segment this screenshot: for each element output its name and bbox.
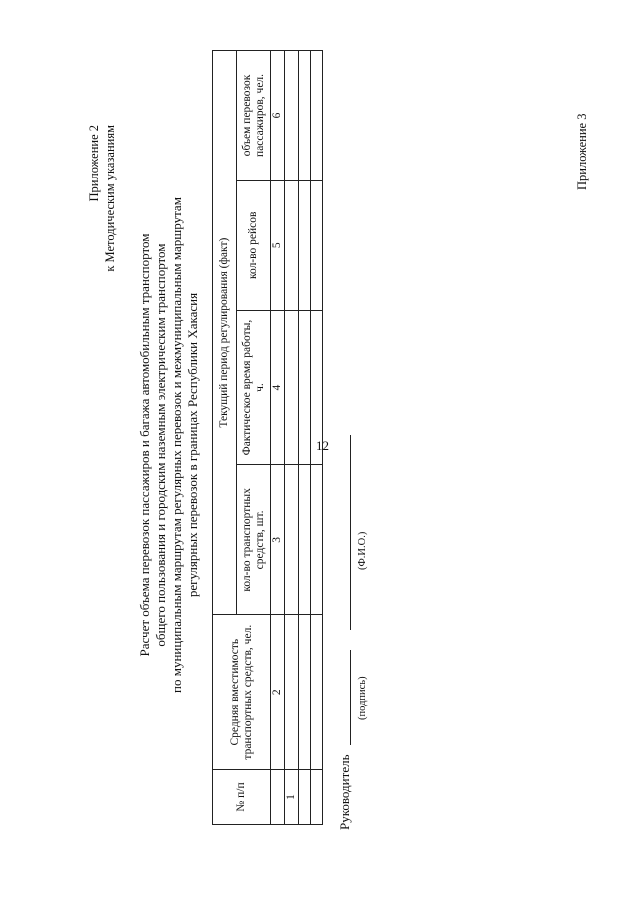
index-cell: 4 <box>271 310 285 465</box>
table-cell <box>299 180 311 310</box>
table-cell <box>285 615 299 770</box>
header-volume: объем перевозок пассажиров, чел. <box>237 51 271 181</box>
title-line-3: по муниципальным маршрутам регулярных перевозок и межмуниципальным маршрутам <box>169 197 184 693</box>
table-cell <box>311 465 323 615</box>
header-work-hours: Фактическое время работы, ч. <box>237 310 271 465</box>
signature-label: Руководитель <box>337 754 352 830</box>
table-row <box>285 51 299 825</box>
table-row <box>311 51 323 825</box>
header-trips: кол-во рейсов <box>237 180 271 310</box>
appendix-2-label: Приложение 2 <box>87 125 101 202</box>
index-cell: 2 <box>271 615 285 770</box>
header-number: № п/п <box>213 770 271 825</box>
title-line-4: регулярных перевозок в границах Республики Хакасия <box>185 292 200 598</box>
row-number-cell: 1 <box>285 770 299 825</box>
table-cell <box>285 51 299 181</box>
appendix-2-sublabel: к Методическим указаниям <box>103 125 117 272</box>
header-vehicles: кол-во транспортных средств, шт. <box>237 465 271 615</box>
page-number: 12 <box>316 438 329 453</box>
table-cell <box>299 310 311 465</box>
table-cell <box>311 180 323 310</box>
table-cell <box>311 310 323 465</box>
index-cell: 3 <box>271 465 285 615</box>
table-cell <box>311 51 323 181</box>
table-cell <box>285 310 299 465</box>
index-cell <box>271 770 285 825</box>
index-cell: 5 <box>271 180 285 310</box>
table-cell <box>311 615 323 770</box>
title-line-2: общего пользования и городским наземным электрическим транспортом <box>153 243 168 647</box>
name-caption: (Ф.И.О.) <box>357 531 368 570</box>
table-cell <box>311 770 323 825</box>
data-table <box>212 50 323 825</box>
table-cell <box>299 465 311 615</box>
table-cell <box>285 180 299 310</box>
table-cell <box>299 615 311 770</box>
table-cell <box>299 51 311 181</box>
table-cell <box>299 770 311 825</box>
appendix-3-label: Приложение 3 <box>575 113 589 190</box>
header-capacity: Средняя вместимость транспортных средств, чел. <box>213 615 271 770</box>
index-cell: 6 <box>271 51 285 181</box>
header-current-period: Текущий период регулирования (факт) <box>213 51 237 615</box>
table-row <box>299 51 311 825</box>
signature-line <box>350 650 351 745</box>
table-index-row <box>271 51 285 825</box>
title-line-1: Расчет объема перевозок пассажиров и багажа автомобильным транспортом <box>137 233 152 657</box>
signature-caption: (подпись) <box>357 676 368 720</box>
name-line <box>350 435 351 630</box>
table-cell <box>285 465 299 615</box>
